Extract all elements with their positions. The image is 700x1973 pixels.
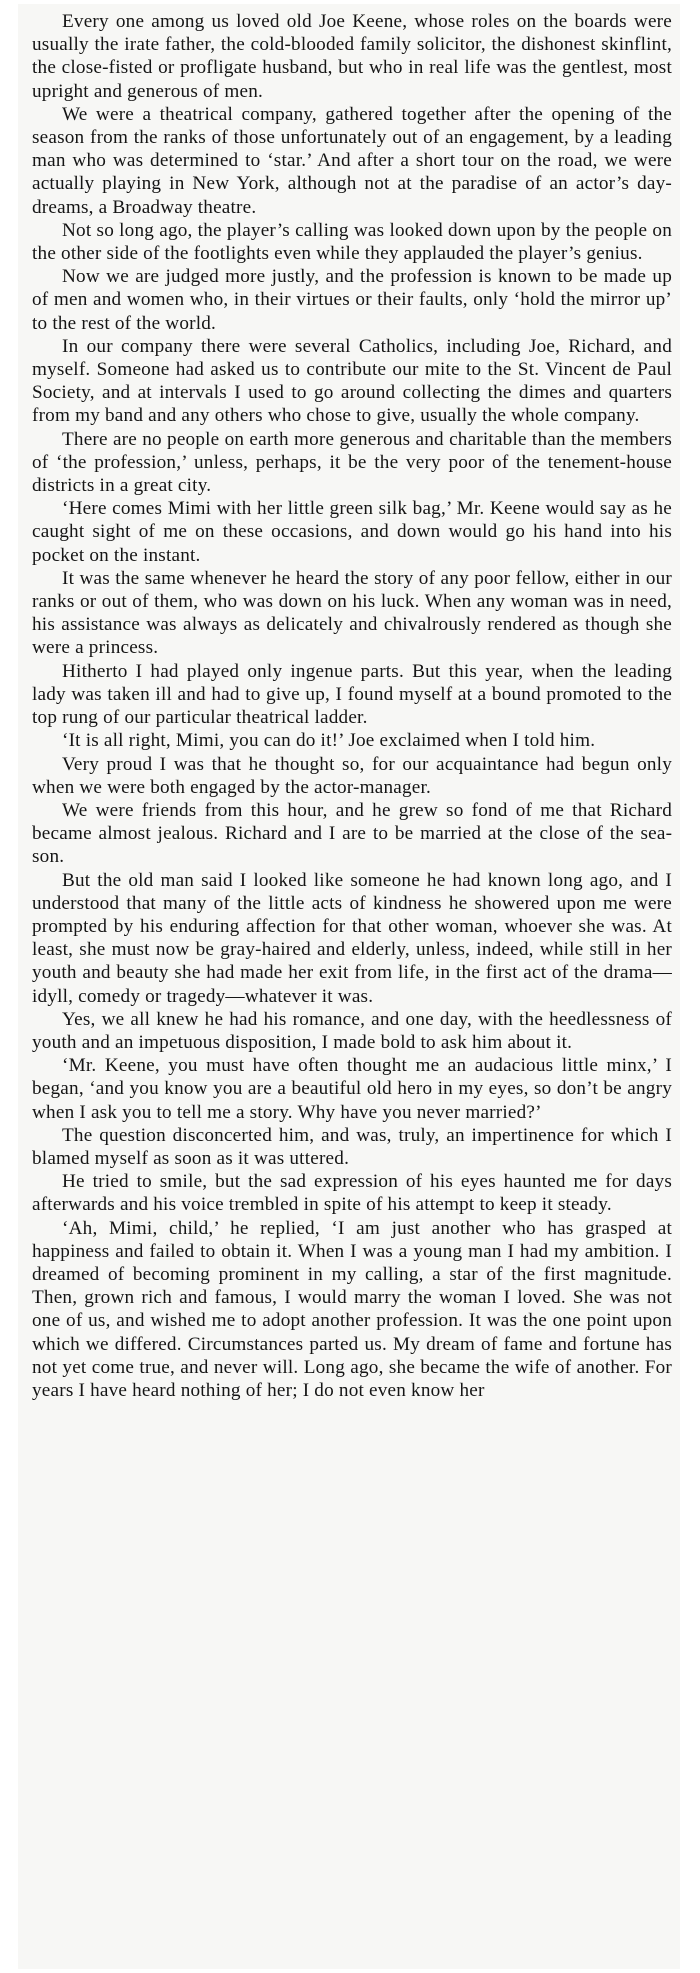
paragraph-5: In our company there were several Catholics, including Joe, Richard, and myself. Someone had asked us to contribute our mite to the St. Vincent de Paul Society, and at intervals I used to go around collecting the dimes and quarters from my band and any others who chose to give, usually the whole company. xyxy=(32,335,672,427)
paragraph-6: There are no people on earth more generous and charitable than the members of ‘the profession,’ unless, perhaps, it be the very poor of the tenement-house districts in a great city. xyxy=(32,428,672,497)
paragraph-2: We were a theatrical company, gathered together after the opening of the season from the ranks of those unfortunately out of an engagement, by a leading man who was determined to ‘star.’ And after a short tour on the road, we were actually playing in New York, although not at the paradise of an actor’s day-dreams, a Broadway theatre. xyxy=(32,103,672,218)
paragraph-11: Very proud I was that he thought so, for our acquaintance had begun only when we were both engaged by the actor-manager. xyxy=(32,753,672,798)
paragraph-14: Yes, we all knew he had his romance, and one day, with the heedlessness of youth and an impetuous disposition, I made bold to ask him about it. xyxy=(32,1008,672,1053)
paragraph-17: He tried to smile, but the sad expression of his eyes haunted me for days afterwards and his voice trembled in spite of his attempt to keep it steady. xyxy=(32,1171,672,1216)
paragraph-16: The question disconcerted him, and was, truly, an impertinence for which I blamed myself as soon as it was uttered. xyxy=(32,1124,672,1169)
paragraph-8: It was the same whenever he heard the story of any poor fellow, either in our ranks or out of them, who was down on his luck. When any woman was in need, his assistance was always as delicately and chivalrously rendered as though she were a princess. xyxy=(32,567,672,659)
paragraph-18: ‘Ah, Mimi, child,’ he replied, ‘I am just another who has grasped at happiness and failed to obtain it. When I was a young man I had my ambition. I dreamed of becoming prominent in my calling, a star of the first magnitude. Then, grown rich and famous, I would marry the woman I loved. She was not one of us, and wished me to adopt another profession. It was the one point upon which we differed. Circumstances parted us. My dream of fame and fortune has not yet come true, and never will. Long ago, she became the wife of another. For years I have heard nothing of her; I do not even know her xyxy=(32,1217,672,1401)
paragraph-10: ‘It is all right, Mimi, you can do it!’ Joe exclaimed when I told him. xyxy=(62,730,596,752)
article-column xyxy=(32,10,672,1402)
paragraph-3: Not so long ago, the player’s calling was looked down upon by the people on the other side of the footlights even while they applauded the player’s genius. xyxy=(32,219,672,265)
paragraph-15: ‘Mr. Keene, you must have often thought me an audacious little minx,’ I began, ‘and you know you are a beautiful old hero in my eyes, so don’t be angry when I ask you to tell me a story. Why have you never married?’ xyxy=(32,1055,672,1123)
paragraph-13: But the old man said I looked like someone he had known long ago, and I understood that many of the little acts of kindness he showered upon me were prompted by his enduring affection for that other woman, whoever she was. At least, she must now be gray-haired and elderly, unless, indeed, while still in her youth and beauty she had made her exit from life, in the first act of the drama—idyll, comedy or tragedy—whatever it was. xyxy=(32,869,672,1007)
paragraph-12: We were friends from this hour, and he grew so fond of me that Richard became almost jealous. Richard and I are to be married at the close of the season. xyxy=(32,799,672,868)
paragraph-1: Every one among us loved old Joe Keene, whose roles on the boards were usually the irate father, the cold-blooded family solicitor, the dishonest skinflint, the close-fisted or profligate husband, but who in real life was the gentlest, most upright and generous of men. xyxy=(32,11,672,102)
paragraph-4: Now we are judged more justly, and the profession is known to be made up of men and women who, in their virtues or their faults, only ‘hold the mirror up’ to the rest of the world. xyxy=(32,266,672,334)
newspaper-clipping xyxy=(18,4,680,1969)
paragraph-7: ‘Here comes Mimi with her little green silk bag,’ Mr. Keene would say as he caught sight of me on these occasions, and down would go his hand into his pocket on the instant. xyxy=(32,498,672,566)
paragraph-9: Hitherto I had played only ingenue parts. But this year, when the leading lady was taken ill and had to give up, I found myself at a bound promoted to the top rung of our particular theatrical ladder. xyxy=(32,660,672,729)
